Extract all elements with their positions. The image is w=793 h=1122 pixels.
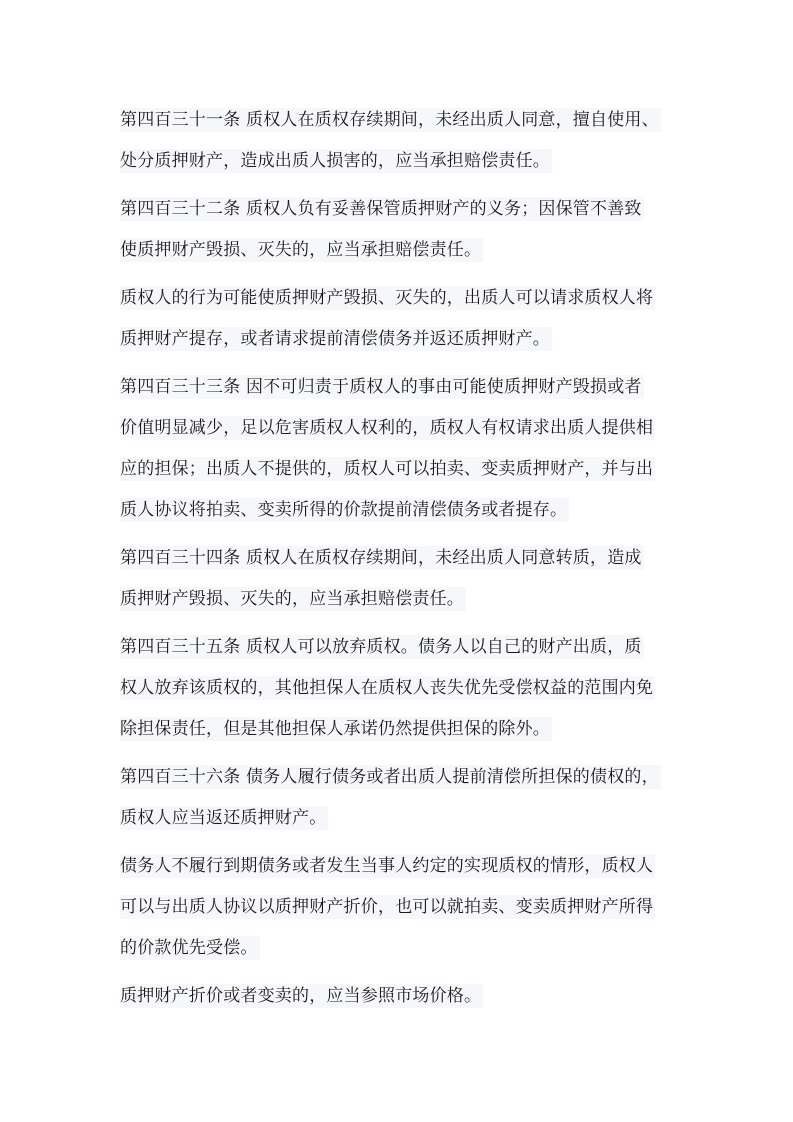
article-434	[120, 538, 680, 620]
line-text: 第四百三十四条 质权人在质权存续期间，未经出质人同意转质，造成	[120, 548, 642, 568]
text-line	[120, 141, 680, 182]
text-line	[120, 798, 680, 839]
line-text: 使质押财产毁损、灭失的，应当承担赔偿责任。	[120, 240, 482, 260]
text-line	[120, 846, 680, 887]
article-432-paragraph-2	[120, 278, 680, 360]
text-line	[120, 627, 680, 668]
line-text: 第四百三十三条 因不可归责于质权人的事由可能使质押财产毁损或者	[120, 377, 642, 397]
text-line	[120, 757, 680, 798]
text-line	[120, 490, 680, 531]
line-text: 债务人不履行到期债务或者发生当事人约定的实现质权的情形，质权人	[120, 856, 654, 876]
text-line	[120, 887, 680, 928]
text-line	[120, 668, 680, 709]
line-text: 价值明显减少，足以危害质权人权利的，质权人有权请求出质人提供相	[120, 418, 654, 438]
text-line	[120, 367, 680, 408]
line-text: 除担保责任，但是其他担保人承诺仍然提供担保的除外。	[120, 719, 550, 739]
line-text: 质押财产折价或者变卖的，应当参照市场价格。	[120, 986, 482, 1006]
text-line	[120, 976, 680, 1017]
text-line	[120, 449, 680, 490]
line-text: 质权人的行为可能使质押财产毁损、灭失的，出质人可以请求质权人将	[120, 288, 654, 308]
line-text: 质人协议将拍卖、变卖所得的价款提前清偿债务或者提存。	[120, 500, 568, 520]
line-text: 第四百三十六条 债务人履行债务或者出质人提前清偿所担保的债权的，	[120, 767, 659, 787]
document-body	[120, 100, 680, 1024]
text-line	[120, 709, 680, 750]
line-text: 第四百三十二条 质权人负有妥善保管质押财产的义务；因保管不善致	[120, 199, 642, 219]
text-line	[120, 538, 680, 579]
text-line	[120, 928, 680, 969]
article-435	[120, 627, 680, 750]
article-433	[120, 367, 680, 531]
article-436-paragraph-3	[120, 976, 680, 1017]
text-line	[120, 579, 680, 620]
line-text: 第四百三十五条 质权人可以放弃质权。债务人以自己的财产出质，质	[120, 637, 642, 657]
line-text: 处分质押财产，造成出质人损害的，应当承担赔偿责任。	[120, 151, 550, 171]
text-line	[120, 319, 680, 360]
line-text: 应的担保；出质人不提供的，质权人可以拍卖、变卖质押财产，并与出	[120, 459, 654, 479]
article-431	[120, 100, 680, 182]
line-text: 质押财产提存，或者请求提前清偿债务并返还质押财产。	[120, 329, 550, 349]
text-line	[120, 189, 680, 230]
text-line	[120, 100, 680, 141]
line-text: 质权人应当返还质押财产。	[120, 808, 327, 828]
article-436-paragraph-2	[120, 846, 680, 969]
line-text: 第四百三十一条 质权人在质权存续期间，未经出质人同意，擅自使用、	[120, 110, 659, 130]
text-line	[120, 230, 680, 271]
line-text: 的价款优先受偿。	[120, 938, 258, 958]
article-432	[120, 189, 680, 271]
line-text: 质押财产毁损、灭失的，应当承担赔偿责任。	[120, 589, 464, 609]
line-text: 可以与出质人协议以质押财产折价，也可以就拍卖、变卖质押财产所得	[120, 897, 654, 917]
line-text: 权人放弃该质权的，其他担保人在质权人丧失优先受偿权益的范围内免	[120, 678, 654, 698]
article-436	[120, 757, 680, 839]
text-line	[120, 278, 680, 319]
text-line	[120, 408, 680, 449]
